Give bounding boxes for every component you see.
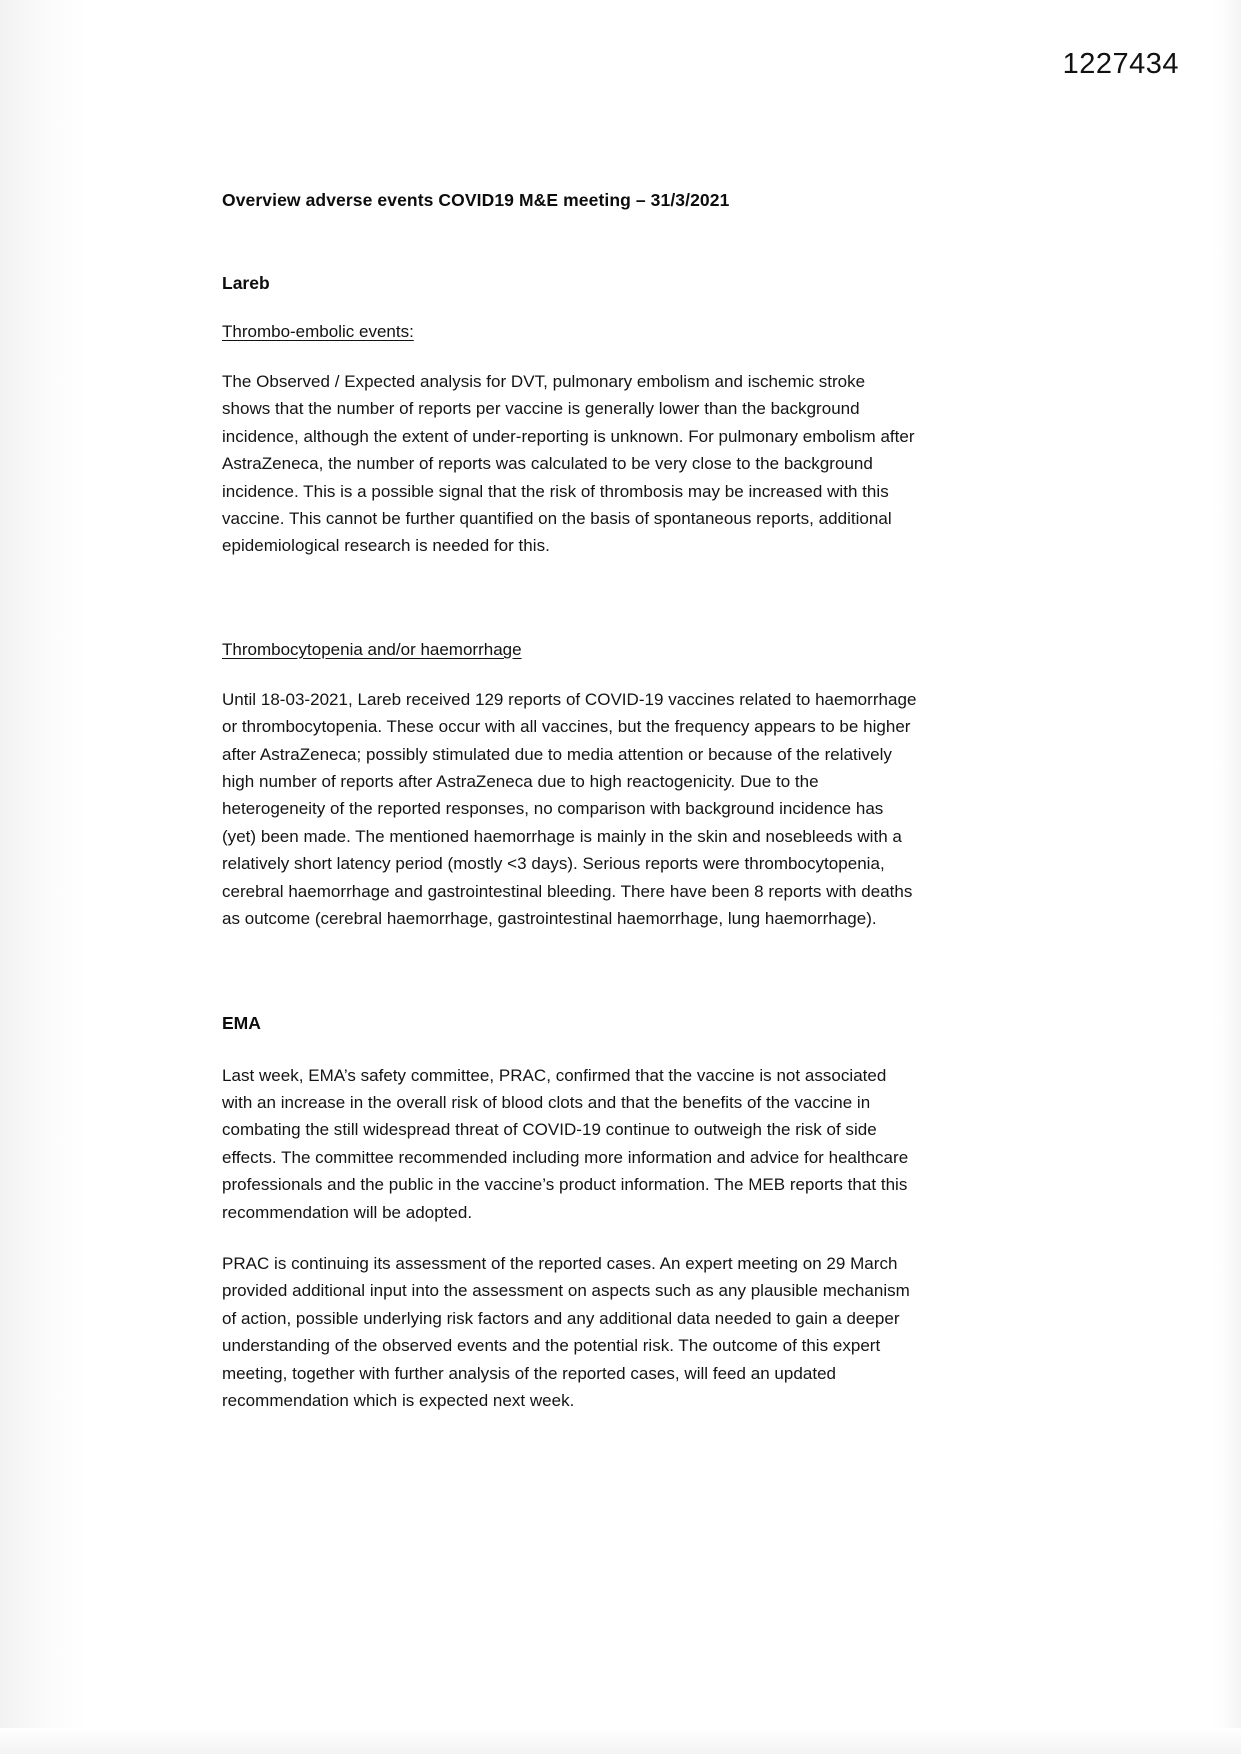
document-number: 1227434: [1062, 48, 1179, 80]
scan-edge-shading-bottom: [0, 1728, 1241, 1754]
section-ema: [222, 1013, 918, 1415]
paragraph-thrombocytopenia-haemorrhage: Until 18-03-2021, Lareb received 129 reports of COVID-19 vaccines related to haemorrhage or thrombocytopenia. These occur with all vaccines, but the frequency appears to be higher after AstraZeneca; possibly stimulated due to media attention or because of the relatively high number of reports after AstraZeneca due to high reactogenicity. Due to the heterogeneity of the reported responses, no comparison with background incidence has (yet) been made. The mentioned haemorrhage is mainly in the skin and nosebleeds with a relatively short latency period (mostly <3 days). Serious reports were thrombocytopenia, cerebral haemorrhage and gastrointestinal bleeding. There have been 8 reports with deaths as outcome (cerebral haemorrhage, gastrointestinal haemorrhage, lung haemorrhage).: [222, 689, 917, 929]
subsection-thrombocytopenia-haemorrhage: [222, 640, 918, 933]
scan-edge-shading-right: [1211, 0, 1241, 1754]
section-lareb: [222, 273, 918, 933]
document-body: [222, 190, 918, 1438]
subheading-thrombocytopenia-haemorrhage: Thrombocytopenia and/or haemorrhage: [222, 639, 522, 659]
subheading-thrombo-embolic-events: Thrombo-embolic events:: [222, 322, 414, 341]
paragraph-prac-assessment: PRAC is continuing its assessment of the reported cases. An expert meeting on 29 March provided additional input into the assessment on aspects such as any plausible mechanism of action, possible underlying risk factors and any additional data needed to gain a deeper understanding of the observed events and the potential risk. The outcome of this expert meeting, together with further analysis of the reported cases, will feed an updated recommendation which is expected next week.: [222, 1253, 910, 1410]
spacer: [222, 957, 918, 1013]
scan-edge-shading-left: [0, 0, 88, 1754]
section-heading-ema: EMA: [222, 1012, 261, 1033]
paragraph-ema-prac-confirmation: Last week, EMA’s safety committee, PRAC, confirmed that the vaccine is not associated with an increase in the overall risk of blood clots and that the benefits of the vaccine in combating the still widespread threat of COVID-19 continue to outweigh the risk of side effects. The committee recommended including more information and advice for healthcare professionals and the public in the vaccine’s product information. The MEB reports that this recommendation will be adopted.: [222, 1065, 909, 1222]
subsection-thrombo-embolic-events: [222, 322, 918, 560]
spacer: [222, 584, 918, 640]
page-title: Overview adverse events COVID19 M&E meeting – 31/3/2021: [222, 190, 730, 210]
section-heading-lareb: Lareb: [222, 273, 270, 293]
paragraph-thrombo-embolic-events: The Observed / Expected analysis for DVT, pulmonary embolism and ischemic stroke shows that the number of reports per vaccine is generally lower than the background incidence, although the extent of under-reporting is unknown. For pulmonary embolism after AstraZeneca, the number of reports was calculated to be very close to the background incidence. This is a possible signal that the risk of thrombosis may be increased with this vaccine. This cannot be further quantified on the basis of spontaneous reports, additional epidemiological research is needed for this.: [222, 372, 915, 556]
